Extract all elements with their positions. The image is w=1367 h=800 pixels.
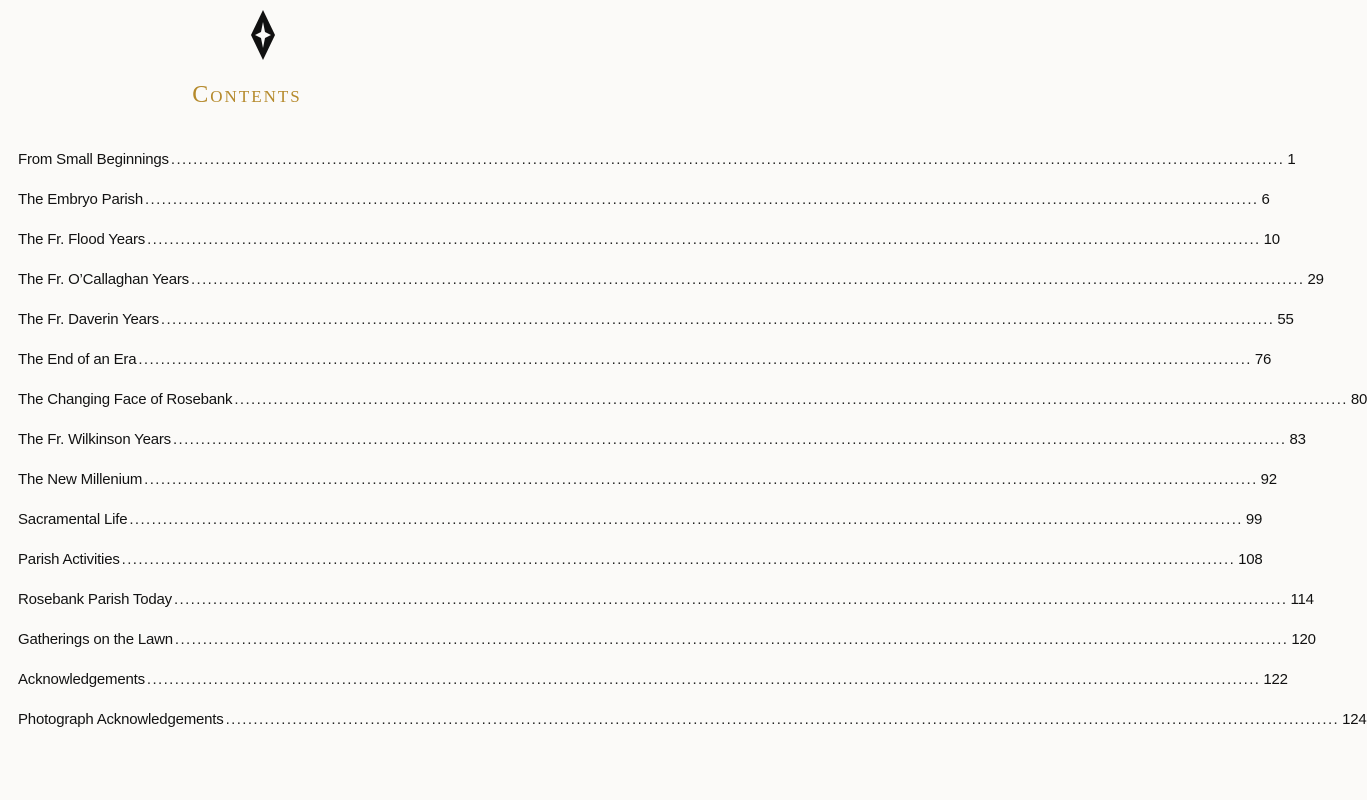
toc-entry-title: The New Millenium [18,471,143,488]
dot-leader: ........................................................................................................................................................................................................ [129,511,1243,528]
toc-entry[interactable] [18,540,1263,580]
dot-leader: ........................................................................................................................................................................................................ [173,591,1288,608]
dot-leader: ........................................................................................................................................................................................................ [146,671,1261,688]
dot-leader: ........................................................................................................................................................................................................ [160,311,1275,328]
toc-entry[interactable] [18,340,1272,380]
toc-entry[interactable] [18,620,1316,660]
toc-entry-page: 99 [1245,511,1263,528]
toc-entry-page: 122 [1263,671,1288,688]
toc-entry-page: 92 [1260,471,1277,488]
toc-entry-page: 1 [1287,151,1296,168]
dot-leader: ........................................................................................................................................................................................................ [170,151,1285,168]
toc-entry-page: 76 [1254,351,1272,368]
toc-entry-title: The Fr. O’Callaghan Years [18,271,189,288]
toc-entry-title: Gatherings on the Lawn [18,631,173,648]
toc-entry-title: The Fr. Daverin Years [18,311,159,328]
dot-leader: ........................................................................................................................................................................................................ [172,431,1287,448]
toc-entry-page: 55 [1277,311,1294,328]
dot-leader: ........................................................................................................................................................................................................ [174,631,1289,648]
toc-entry-page: 114 [1290,591,1314,608]
toc-entry[interactable] [18,380,1367,420]
toc-entry[interactable] [18,300,1294,340]
toc-entry[interactable] [18,180,1270,220]
toc-entry[interactable] [18,140,1296,180]
diamond-star-icon [251,10,275,60]
contents-heading: Contents [192,82,302,108]
table-of-contents [18,140,1367,740]
toc-entry-title: The End of an Era [18,351,137,368]
dot-leader: ........................................................................................................................................................................................................ [144,471,1258,488]
toc-entry-title: The Changing Face of Rosebank [18,391,233,408]
dot-leader: ........................................................................................................................................................................................................ [147,231,1261,248]
toc-entry-title: Sacramental Life [18,511,128,528]
dot-leader: ........................................................................................................................................................................................................ [234,391,1348,408]
toc-entry[interactable] [18,700,1367,740]
dot-leader: ........................................................................................................................................................................................................ [138,351,1252,368]
toc-entry-page: 6 [1261,191,1270,208]
toc-entry-title: From Small Beginnings [18,151,169,168]
toc-entry-title: Parish Activities [18,551,120,568]
toc-entry[interactable] [18,500,1263,540]
toc-entry[interactable] [18,460,1277,500]
toc-entry-page: 83 [1289,431,1306,448]
toc-entry[interactable] [18,260,1324,300]
toc-entry[interactable] [18,580,1314,620]
toc-entry-page: 10 [1263,231,1280,248]
dot-leader: ........................................................................................................................................................................................................ [121,551,1236,568]
dot-leader: ........................................................................................................................................................................................................ [225,711,1340,728]
toc-entry-page: 29 [1307,271,1324,288]
toc-entry-page: 80 [1350,391,1367,408]
toc-entry[interactable] [18,420,1306,460]
toc-entry-title: Rosebank Parish Today [18,591,172,608]
dot-leader: ........................................................................................................................................................................................................ [144,191,1259,208]
toc-entry-page: 124 [1342,711,1367,728]
toc-entry-page: 120 [1291,631,1316,648]
toc-entry-title: The Fr. Flood Years [18,231,146,248]
toc-entry[interactable] [18,220,1280,260]
toc-entry-page: 108 [1238,551,1263,568]
toc-entry-title: The Fr. Wilkinson Years [18,431,171,448]
dot-leader: ........................................................................................................................................................................................................ [190,271,1305,288]
toc-entry-title: The Embryo Parish [18,191,143,208]
toc-entry-title: Photograph Acknowledgements [18,711,224,728]
toc-entry[interactable] [18,660,1288,700]
toc-entry-title: Acknowledgements [18,671,145,688]
